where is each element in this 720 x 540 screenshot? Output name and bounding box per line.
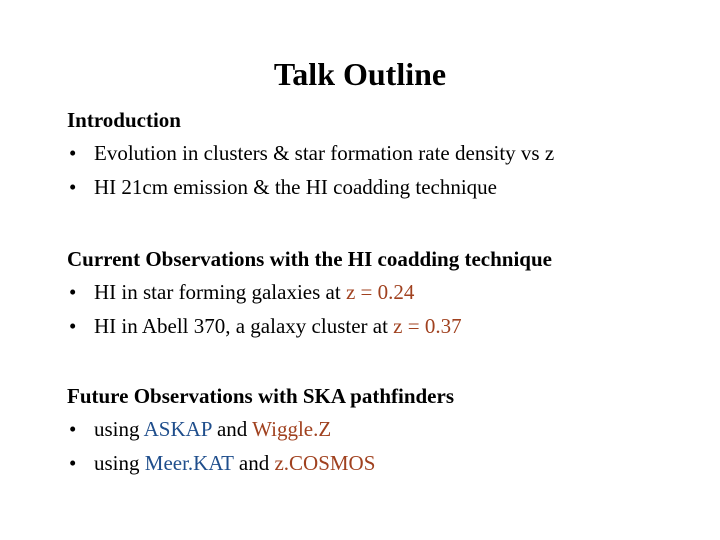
bullet-icon: • <box>69 451 77 475</box>
section-introduction <box>67 104 707 204</box>
bullet-icon: • <box>69 314 77 338</box>
survey-name: Wiggle.Z <box>252 417 332 441</box>
slide-title: Talk Outline <box>273 56 447 92</box>
redshift-value: z = 0.24 <box>345 280 415 304</box>
section-future-observations <box>67 380 707 480</box>
section-heading: Introduction <box>67 108 181 132</box>
list-item-text: and <box>233 451 275 475</box>
list-item <box>67 275 707 309</box>
bullet-icon: • <box>69 280 77 304</box>
list-item <box>67 170 707 204</box>
list-item <box>67 446 707 480</box>
bullet-icon: • <box>69 417 77 441</box>
list-item-text: HI in star forming galaxies at <box>94 280 346 304</box>
bullet-icon: • <box>69 141 77 165</box>
telescope-name: ASKAP <box>143 417 212 441</box>
list-item <box>67 412 707 446</box>
list-item-text: using <box>94 417 144 441</box>
list-item-text: and <box>211 417 253 441</box>
list-item-text: Evolution in clusters & star formation rate density vs z <box>94 141 555 165</box>
section-current-observations <box>67 243 707 343</box>
list-item-text: HI 21cm emission & the HI coadding technique <box>94 175 497 199</box>
list-item-text: using <box>94 451 145 475</box>
list-item <box>67 136 707 170</box>
list-item <box>67 309 707 343</box>
section-heading: Future Observations with SKA pathfinders <box>67 384 454 408</box>
telescope-name: Meer.KAT <box>144 451 234 475</box>
list-item-text: HI in Abell 370, a galaxy cluster at <box>94 314 394 338</box>
redshift-value: z = 0.37 <box>393 314 462 338</box>
section-heading: Current Observations with the HI coadding technique <box>67 247 552 271</box>
survey-name: z.COSMOS <box>274 451 376 475</box>
bullet-icon: • <box>69 175 77 199</box>
